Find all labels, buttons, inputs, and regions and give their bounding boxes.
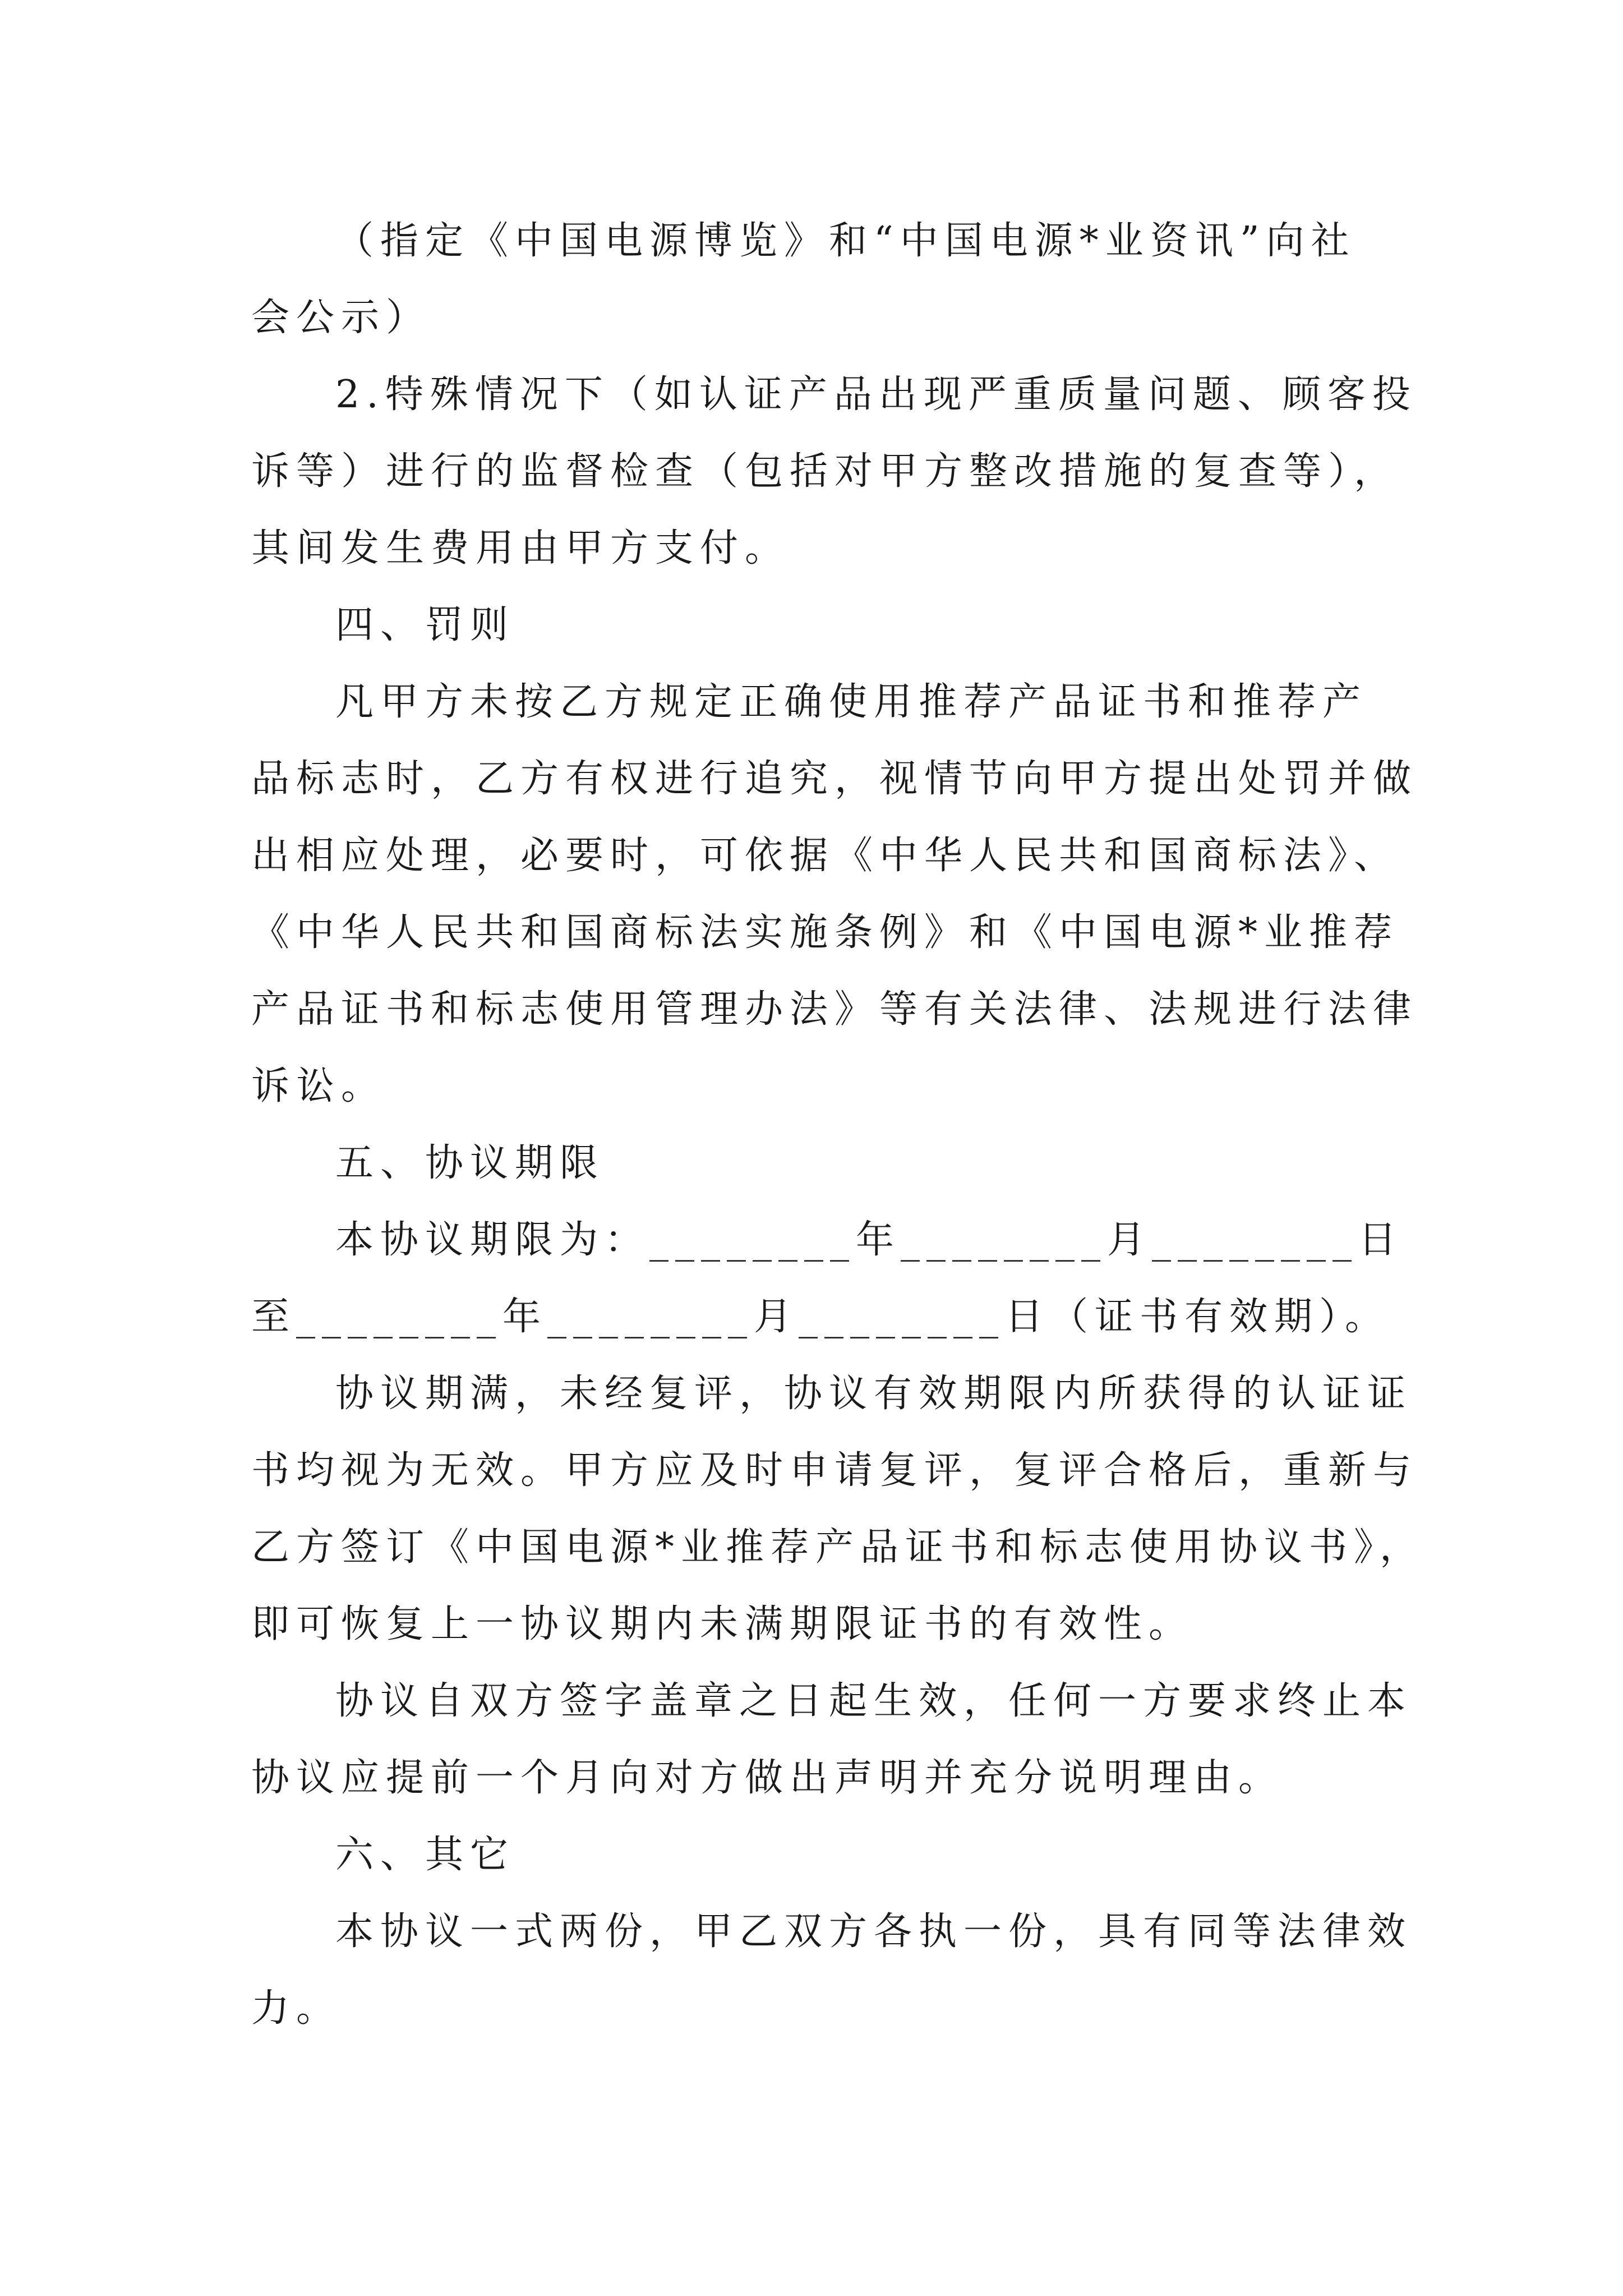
text-line: 协议应提前一个月向对方做出声明并充分说明理由。 [251, 1756, 1284, 1800]
text-line: 协议期满，未经复评，协议有效期限内所获得的认证证 [335, 1372, 1413, 1416]
text-line: 出相应处理，必要时，可依据《中华人民共和国商标法》、 [251, 834, 1399, 878]
text-line: 产品证书和标志使用管理办法》等有关法律、法规进行法律 [251, 987, 1418, 1032]
text-line: 力。 [251, 1986, 342, 2031]
text-line: 本协议期限为：________年________月________日 [335, 1218, 1404, 1262]
text-line: 诉等）进行的监督检查（包括对甲方整改措施的复查等）， [251, 449, 1399, 494]
text-line: 其间发生费用由甲方支付。 [251, 526, 790, 570]
text-line: 品标志时，乙方有权进行追究，视情节向甲方提出处罚并做 [251, 757, 1418, 801]
text-line: 诉讼。 [251, 1064, 386, 1108]
text-line: 2.特殊情况下（如认证产品出现严重质量问题、顾客投 [335, 372, 1417, 417]
text-line: 乙方签订《中国电源*业推荐产品证书和标志使用协议书》， [251, 1525, 1425, 1570]
text-line: 书均视为无效。甲方应及时申请复评，复评合格后，重新与 [251, 1448, 1418, 1493]
text-line: 《中华人民共和国商标法实施条例》和《中国电源*业推荐 [251, 910, 1399, 955]
text-line: 至________年________月________日（证书有效期）。 [251, 1295, 1390, 1339]
text-line: 会公示） [251, 296, 431, 340]
text-line: 协议自双方签字盖章之日起生效，任何一方要求终止本 [335, 1679, 1413, 1723]
text-line: 凡甲方未按乙方规定正确使用推荐产品证书和推荐产 [335, 680, 1368, 724]
section-heading: 四、罚则 [335, 603, 515, 647]
text-line: 即可恢复上一协议期内未满期限证书的有效性。 [251, 1602, 1194, 1646]
section-heading: 六、其它 [335, 1833, 515, 1877]
text-line: 本协议一式两份，甲乙双方各执一份，具有同等法律效 [335, 1910, 1413, 1954]
section-heading: 五、协议期限 [335, 1141, 605, 1185]
text-line: （指定《中国电源博览》和“中国电源*业资讯”向社 [335, 219, 1356, 263]
